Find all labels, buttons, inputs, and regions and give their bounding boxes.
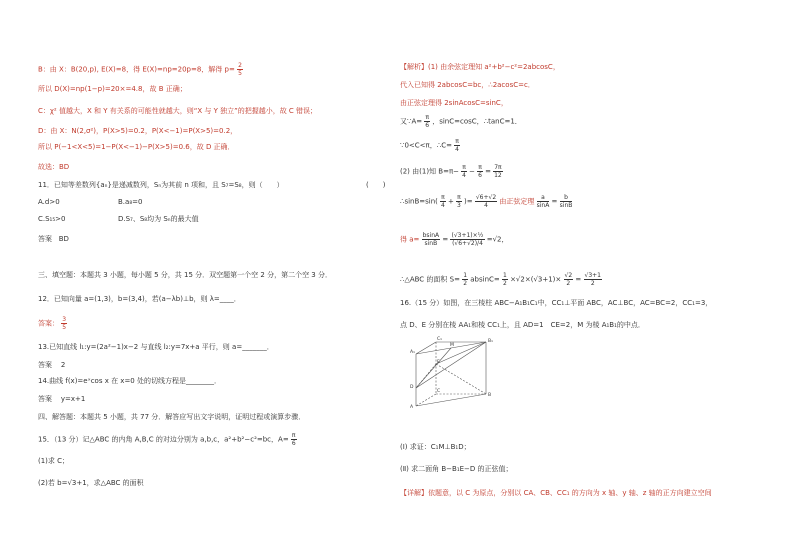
- fraction: $\frac{\pi}{3}$: [457, 194, 461, 209]
- fraction: $\frac{\text{(√3+1)×½}}{(√6+√2)/4}$: [451, 232, 484, 247]
- fraction: $\frac{3}{5}$: [62, 316, 67, 331]
- q14-stem: 14.曲线 f(x)=eˣcos x 在 x=0 处的切线方程是________．: [38, 377, 221, 385]
- edge: [436, 342, 486, 364]
- fraction: $\frac{\pi}{6}$: [291, 432, 296, 447]
- section-four-heading: 四、解答题：本题共 5 小题，共 77 分．解答应写出文字说明，证明过程或演算步骤．: [38, 413, 306, 421]
- edge: [416, 342, 486, 388]
- fraction: $\frac{\pi}{4}$: [462, 164, 466, 179]
- fraction: $\frac{√2}{2}$: [564, 272, 573, 287]
- section-three-heading: 三、填空题：本题共 3 小题，每小题 5 分，共 15 分．双空题第一个空 2 分，第二个空 3 分．: [38, 271, 332, 279]
- fraction: $\frac{\pi}{4}$: [441, 194, 445, 209]
- q14-answer: 答案 y=x+1: [38, 395, 86, 403]
- fraction: $\frac{√6+√2}{4}$: [475, 194, 497, 209]
- fraction: $\frac{\pi}{6}$: [478, 164, 482, 179]
- hidden-edge: [436, 364, 486, 394]
- solution-line-4: 又∵A= $\frac{\pi}{6}$ ，sinC=cosC，∴tanC=1．: [400, 114, 522, 129]
- label-d: D: [410, 385, 414, 390]
- q16-stem: 16.（15 分）如图，在三棱柱 ABC−A₁B₁C₁中，CC₁⊥平面 ABC，AC⊥BC，AC=BC=2，CC₁=3，: [400, 299, 713, 307]
- label-a1: A₁: [410, 350, 415, 355]
- option-b-line: B：由 X：B(20,p), E(X)=8，得 E(X)=np=20p=8，解得 p= $\frac{2}{5}$: [38, 62, 242, 77]
- solution-line-1: 【解析】(1) 由余弦定理知 a²+b²−c²=2abcosC，: [400, 63, 560, 71]
- q11-option-b: B.a₈=0: [118, 198, 143, 206]
- solution-line-8: 得 a= $\frac{bsinA}{\sin B}$ = $\frac{\text{(√3+1)×½}}{(√6+√2)/4}$ =√2，: [400, 232, 509, 247]
- fraction: $\frac{2}{5}$: [238, 62, 242, 77]
- q11-answer: 答案 BD: [38, 235, 69, 243]
- edge: [416, 348, 451, 388]
- prism-figure: [406, 336, 516, 416]
- option-d-line2: 所以 P(−1<X<5)=1−P(X<−1)−P(X>5)=0.6，故 D 正确．: [38, 143, 235, 151]
- solution-line-2: 代入已知得 2abcosC=bc，∴2acosC=c．: [400, 81, 535, 89]
- fraction: $\frac{√3+1}{2}$: [584, 272, 601, 287]
- fraction: $\frac{1}{2}$: [463, 272, 468, 287]
- q10-answer: 故选：BD: [38, 163, 70, 171]
- solution-line-3: 由正弦定理得 2sinAcosC=sinC，: [400, 99, 508, 107]
- q11-paren: ( ): [366, 181, 386, 189]
- solution-line-5: ∵0<C<π，∴C= $\frac{\pi}{4}$: [400, 138, 459, 153]
- q11-stem: 11．已知等差数列{aₙ}是递减数列，Sₙ为其前 n 项和，且 S₇=S₈，则（ ）: [38, 181, 284, 189]
- left-column: [38, 0, 418, 560]
- q13-answer: 答案 2: [38, 361, 66, 369]
- solution-line-7: ∴sinB=sin( $\frac{\pi}{4}$ + $\frac{\pi}{3}$ )= $\frac{√6+√2}{4}$ 由正弦定理 $\frac{a}{\sin A}$ = $\frac{b}{\sin B}$: [400, 194, 573, 209]
- right-column: [400, 0, 780, 560]
- fraction: $\frac{a}{\sin A}$: [536, 194, 550, 209]
- fraction: $\frac{\pi}{6}$: [425, 114, 430, 129]
- q16-part1: (Ⅰ) 求证：C₁M⊥B₁D；: [400, 443, 471, 451]
- q15-part1: (1)求 C；: [38, 457, 70, 465]
- fraction: $\frac{bsinA}{\sin B}$: [422, 232, 440, 247]
- label-a: A: [410, 405, 414, 410]
- label-b: B: [488, 393, 492, 398]
- option-d-line: D：由 X：N(2,σ²)，P(X>5)=0.2，P(X<−1)=P(X>5)=0.2，: [38, 127, 238, 135]
- detail-line: 【详解】依题意，以 C 为原点，分别以 CA、CB、CC₁ 的方向为 x 轴、y 轴、z 轴的正方向建立空间: [400, 489, 712, 497]
- q15-stem: 15．（13 分）记△ABC 的内角 A,B,C 的对边分别为 a,b,c，a²+b²−c²=bc，A= $\frac{\pi}{6}$: [38, 432, 296, 447]
- label-m: M: [450, 343, 454, 348]
- solution-line-9: ∴△ABC 的面积 S= $\frac{1}{2}$ absinC= $\frac{1}{2}$ ×√2×(√3+1)× $\frac{√2}{2}$ = $\frac{√3+1}{2}$: [400, 272, 601, 287]
- q11-option-a: A.d>0: [38, 198, 60, 206]
- q12-stem: 12．已知向量 a=(1,3)，b=(3,4)，若(a−λb)⊥b，则 λ=____．: [38, 295, 241, 303]
- label-b1: B₁: [488, 339, 493, 344]
- fraction: $\frac{7\pi}{12}$: [494, 164, 502, 179]
- solution-line-6: (2) 由(1)知 B=π− $\frac{\pi}{4}$ − $\frac{\pi}{6}$ = $\frac{7\pi}{12}$: [400, 164, 502, 179]
- label-c1: C₁: [437, 337, 442, 342]
- q11-option-c: C.S₁₅>0: [38, 215, 66, 223]
- label-c: C: [437, 389, 441, 394]
- q16-stem-2: 点 D、E 分别在棱 AA₁和棱 CC₁上，且 AD=1 CE=2，M 为棱 A₁B₁的中点．: [400, 321, 645, 329]
- q13-stem: 13.已知直线 l₁:y=(2a²−1)x−2 与直线 l₂:y=7x+a 平行，则 a=_______．: [38, 343, 274, 351]
- option-c-line: C：χ² 值越大，X 和 Y 有关系的可能性就越大，则“X 与 Y 独立”的把握越小，故 C 错误；: [38, 107, 318, 115]
- fraction: $\frac{\pi}{4}$: [455, 138, 459, 153]
- q12-answer: 答案： $\frac{3}{5}$: [38, 316, 67, 331]
- q15-part2: (2)若 b=√3+1，求△ABC 的面积: [38, 479, 144, 487]
- q11-option-d: D.S₇、S₈均为 Sₙ的最大值: [118, 215, 199, 223]
- q16-part2: (Ⅱ) 求二面角 B−B₁E−D 的正弦值；: [400, 465, 513, 473]
- fraction: $\frac{1}{2}$: [503, 272, 507, 287]
- fraction: $\frac{b}{\sin B}$: [559, 194, 573, 209]
- variance-line: 所以 D(X)=np(1−p)=20×=4.8，故 B 正确；: [38, 85, 187, 93]
- label-e: E: [437, 360, 440, 365]
